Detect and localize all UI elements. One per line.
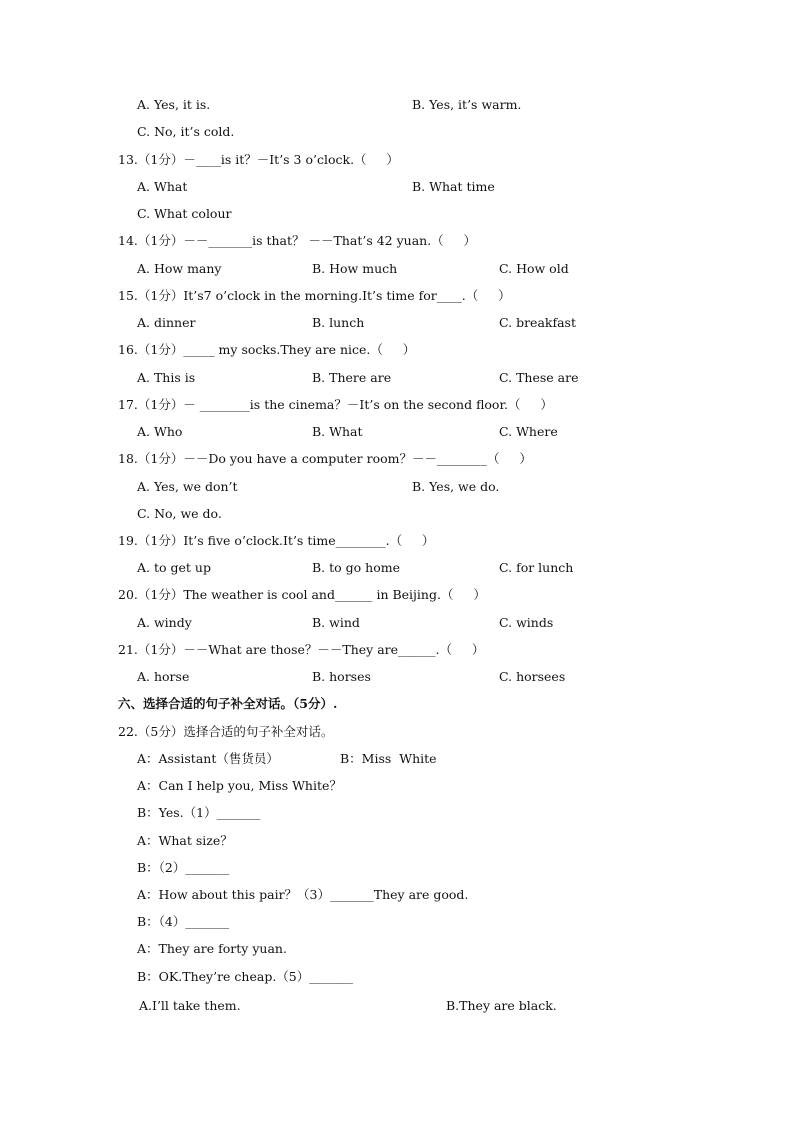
q20-option-b: B. wind — [312, 615, 360, 630]
q20-option-a: A. windy — [137, 615, 192, 630]
q22-choice-a: A.I’ll take them. — [139, 998, 241, 1013]
q19-option-b: B. to go home — [312, 560, 400, 575]
q12-option-a: A. Yes, it is. — [137, 97, 211, 112]
dialogue-line: A：What size？ — [137, 833, 233, 848]
q19-option-c: C. for lunch — [499, 560, 574, 575]
q16-stem: 16.（1分）_____ my socks.They are nice.（ ） — [118, 342, 416, 357]
q14-option-b: B. How much — [312, 261, 398, 276]
q16-option-b: B. There are — [312, 370, 392, 385]
q22-choice-b: B.They are black. — [446, 998, 557, 1013]
q12-option-b: B. Yes, it’s warm. — [412, 97, 522, 112]
q20-stem: 20.（1分）The weather is cool and______ in Beijing.（ ） — [118, 587, 486, 602]
dialogue-line: B：（4）_______ — [137, 914, 230, 929]
q22-role-a: A：Assistant（售货员） — [137, 751, 279, 766]
q17-option-b: B. What — [312, 424, 363, 439]
q15-stem: 15.（1分）It’s7 o’clock in the morning.It’s time for____.（ ） — [118, 288, 511, 303]
q16-option-c: C. These are — [499, 370, 579, 385]
q13-option-a: A. What — [137, 179, 188, 194]
q17-stem: 17.（1分）－ ________is the cinema？－It’s on the second floor.（ ） — [118, 397, 553, 412]
q15-option-c: C. breakfast — [499, 315, 576, 330]
dialogue-line: B：Yes.（1）_______ — [137, 805, 261, 820]
q12-option-c: C. No, it’s cold. — [137, 124, 235, 139]
q20-option-c: C. winds — [499, 615, 554, 630]
q21-option-a: A. horse — [137, 669, 190, 684]
dialogue-line: A：How about this pair？（3）_______They are good. — [137, 887, 469, 902]
q18-option-a: A. Yes, we don’t — [137, 479, 238, 494]
q22-role-b: B：Miss White — [340, 751, 437, 766]
q17-option-a: A. Who — [137, 424, 183, 439]
q21-option-b: B. horses — [312, 669, 371, 684]
q21-stem: 21.（1分）－－What are those？－－They are______.（ ） — [118, 642, 485, 657]
q16-option-a: A. This is — [137, 370, 196, 385]
q21-option-c: C. horsees — [499, 669, 566, 684]
q15-option-b: B. lunch — [312, 315, 365, 330]
q19-stem: 19.（1分）It’s five o’clock.It’s time________.（ ） — [118, 533, 435, 548]
q19-option-a: A. to get up — [137, 560, 211, 575]
q14-stem: 14.（1分）－－_______is that？ －－That’s 42 yuan.（ ） — [118, 233, 477, 248]
dialogue-line: A：Can I help you, Miss White？ — [137, 778, 342, 793]
q13-option-b: B. What time — [412, 179, 495, 194]
q17-option-c: C. Where — [499, 424, 558, 439]
q13-option-c: C. What colour — [137, 206, 232, 221]
section-heading: 六、选择合适的句子补全对话。（5分）. — [118, 696, 338, 711]
q13-stem: 13.（1分）－____is it？－It’s 3 o’clock.（ ） — [118, 152, 399, 167]
q14-option-c: C. How old — [499, 261, 569, 276]
q18-option-b: B. Yes, we do. — [412, 479, 500, 494]
q14-option-a: A. How many — [137, 261, 222, 276]
dialogue-line: A：They are forty yuan. — [137, 941, 287, 956]
dialogue-line: B：OK.They’re cheap.（5）_______ — [137, 969, 353, 984]
q15-option-a: A. dinner — [137, 315, 196, 330]
q22-stem: 22.（5分）选择合适的句子补全对话。 — [118, 724, 334, 739]
q18-option-c: C. No, we do. — [137, 506, 222, 521]
dialogue-line: B：（2）_______ — [137, 860, 230, 875]
q18-stem: 18.（1分）－－Do you have a computer room？－－________（ ） — [118, 451, 532, 466]
